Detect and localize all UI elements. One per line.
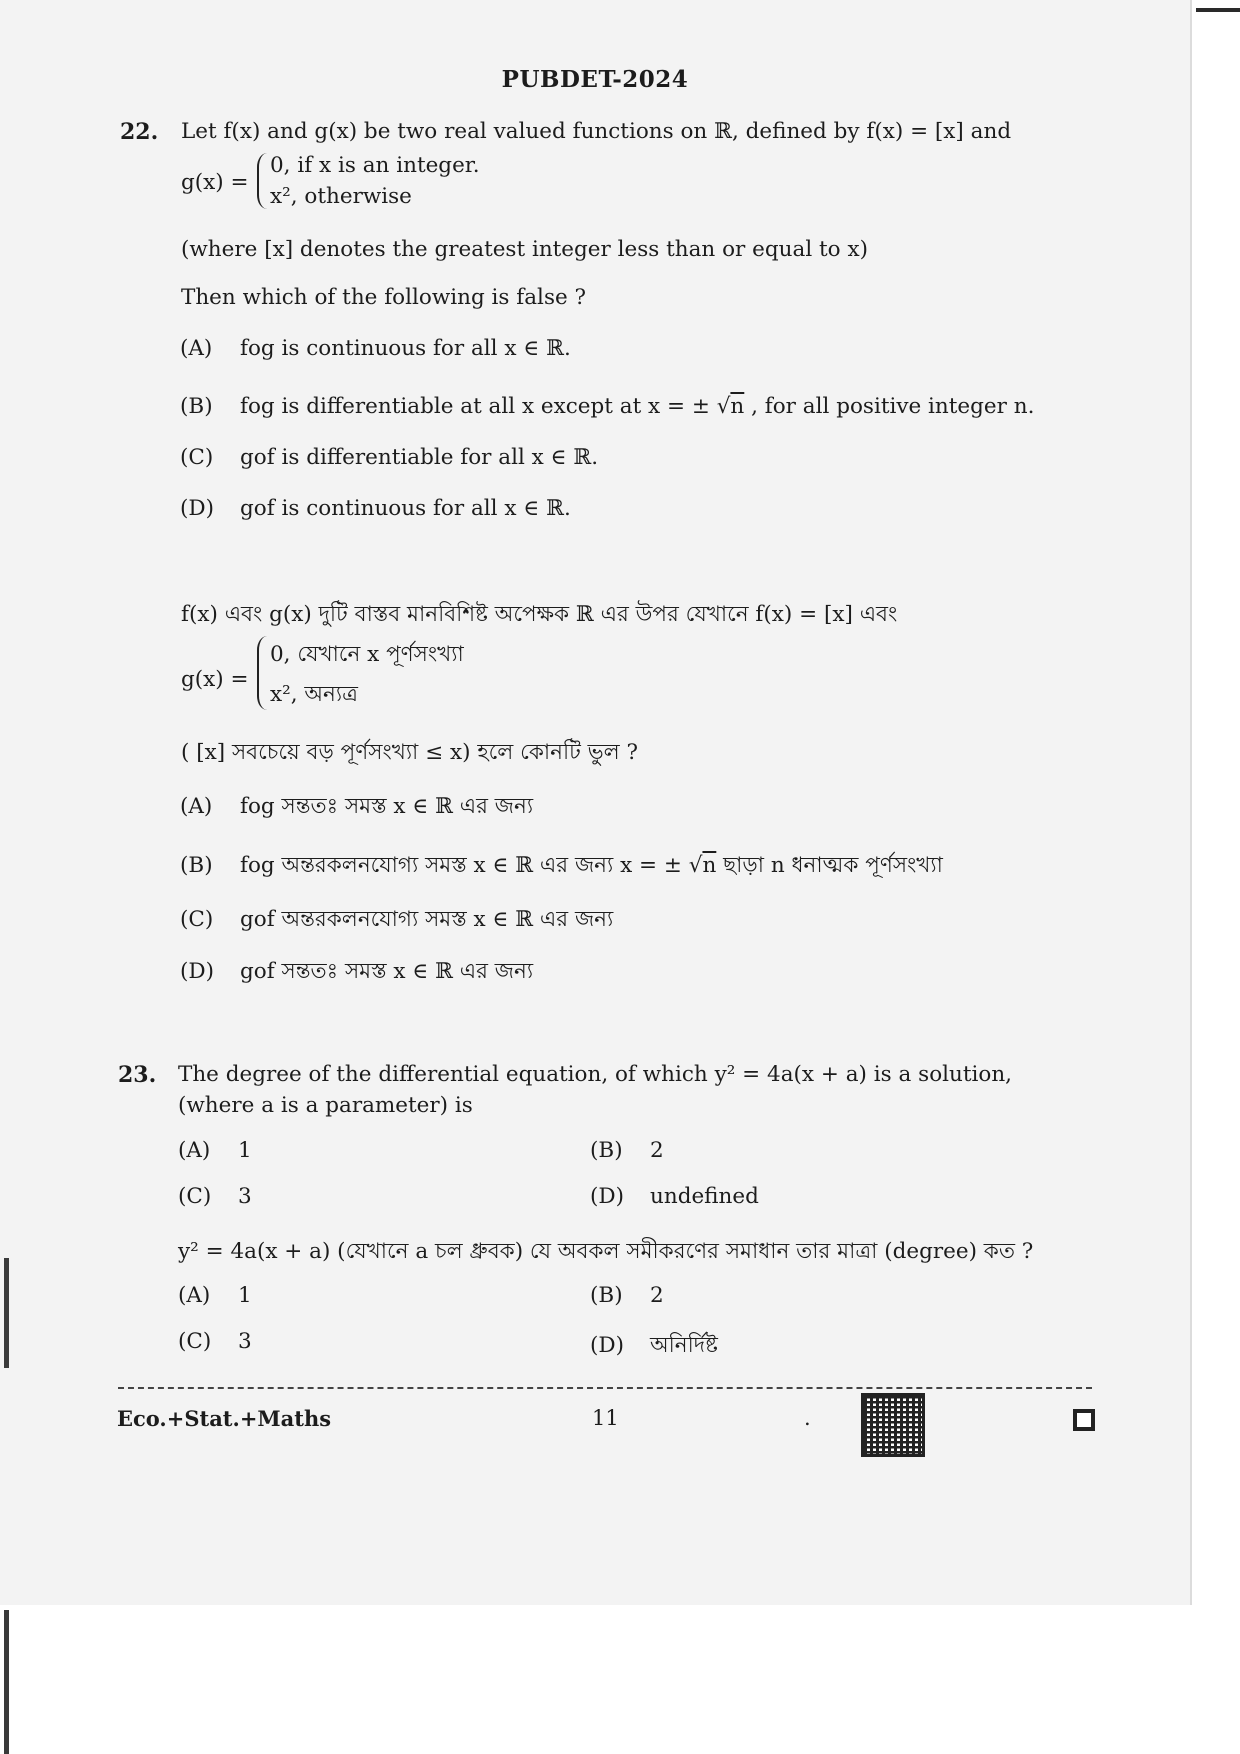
option-text: অনির্দিষ্ট <box>650 1333 718 1358</box>
scan-edge-line <box>4 1610 9 1754</box>
option-c-bn[interactable] <box>178 1329 252 1354</box>
option-label: (D) <box>590 1333 625 1358</box>
option-text: gof সন্ততঃ সমস্ত x ∈ ℝ এর জন্য <box>240 959 534 984</box>
option-text: 2 <box>650 1138 664 1163</box>
sqrt-symbol: √ <box>688 853 703 878</box>
option-a-bn[interactable] <box>180 790 533 826</box>
option-text: 1 <box>238 1138 252 1163</box>
option-text: gof is continuous for all x ∈ ℝ. <box>240 496 571 521</box>
option-text: fog অন্তরকলনযোগ্য সমস্ত x ∈ ℝ এর জন্য x = ± <box>240 853 689 878</box>
footer-subject: Eco.+Stat.+Maths <box>117 1406 332 1431</box>
option-text: 3 <box>238 1184 252 1209</box>
option-a[interactable] <box>180 336 571 361</box>
option-text: gof is differentiable for all x ∈ ℝ. <box>240 445 599 470</box>
piecewise-brace <box>257 636 269 710</box>
option-text: 3 <box>238 1329 252 1354</box>
question-note: (where [x] denotes the greatest integer less than or equal to x) <box>181 237 868 262</box>
question-stem: Let f(x) and g(x) be two real valued functions on ℝ, defined by f(x) = [x] and <box>181 119 1012 144</box>
option-label: (A) <box>178 1138 211 1163</box>
option-label: (A) <box>180 336 213 361</box>
g-lhs: g(x) = <box>181 170 249 195</box>
scan-margin <box>1190 0 1240 1605</box>
square-icon <box>1073 1409 1095 1431</box>
option-d-bn[interactable] <box>590 1329 718 1365</box>
option-label: (C) <box>180 907 214 932</box>
g-lhs-bn: g(x) = <box>181 667 249 692</box>
g-case-2-bn: x², অন্যত্র <box>270 682 358 707</box>
option-label: (C) <box>180 445 214 470</box>
question-prompt-bn: ( [x] সবচেয়ে বড় পূর্ণসংখ্যা ≤ x) হলে কোনটি ভুল ? <box>181 740 639 765</box>
question-stem: The degree of the differential equation, of which y² = 4a(x + a) is a solution, <box>178 1062 1012 1087</box>
question-number: 23. <box>118 1062 157 1088</box>
question-stem-bn: f(x) এবং g(x) দুটি বাস্তব মানবিশিষ্ট অপেক্ষক ℝ এর উপর যেখানে f(x) = [x] এবং <box>181 602 898 627</box>
option-label: (D) <box>180 496 215 521</box>
option-label: (B) <box>180 394 213 419</box>
option-text: 2 <box>650 1283 664 1308</box>
option-text: , for all positive integer n. <box>744 394 1035 419</box>
option-text: ছাড়া n ধনাত্মক পূর্ণসংখ্যা <box>716 853 943 878</box>
option-b-bn[interactable] <box>590 1283 664 1308</box>
option-text: fog সন্ততঃ সমস্ত x ∈ ℝ এর জন্য <box>240 794 534 819</box>
option-label: (B) <box>590 1138 623 1163</box>
option-c[interactable] <box>180 445 598 470</box>
option-text: fog is continuous for all x ∈ ℝ. <box>240 336 571 361</box>
option-d[interactable] <box>590 1184 759 1209</box>
option-text: gof অন্তরকলনযোগ্য সমস্ত x ∈ ℝ এর জন্য <box>240 907 614 932</box>
question-number: 22. <box>120 119 159 145</box>
g-case-1: 0, if x is an integer. <box>270 153 480 178</box>
g-case-2: x², otherwise <box>270 184 412 209</box>
option-text: fog is differentiable at all x except at x = ± <box>240 394 717 419</box>
question-prompt: Then which of the following is false ? <box>181 285 587 310</box>
option-label: (D) <box>180 959 215 984</box>
footer-page-number: 11 <box>592 1406 619 1430</box>
option-d-bn[interactable] <box>180 955 533 991</box>
option-a-bn[interactable] <box>178 1283 252 1308</box>
sqrt-symbol: √ <box>716 394 731 419</box>
option-label: (C) <box>178 1329 212 1354</box>
g-case-1-bn: 0, যেখানে x পূর্ণসংখ্যা <box>270 642 464 667</box>
scan-edge-line <box>4 1258 9 1368</box>
footer-dot: . <box>804 1406 811 1430</box>
option-label: (A) <box>178 1283 211 1308</box>
page-header: PUBDET-2024 <box>501 66 689 93</box>
option-c[interactable] <box>178 1184 252 1209</box>
option-a[interactable] <box>178 1138 252 1163</box>
footer-divider <box>118 1387 1092 1389</box>
option-label: (B) <box>590 1283 623 1308</box>
option-label: (D) <box>590 1184 625 1209</box>
option-text: 1 <box>238 1283 252 1308</box>
scan-edge-mark <box>1196 8 1240 12</box>
qr-code-icon <box>861 1393 925 1457</box>
radicand: n <box>702 853 717 878</box>
option-b[interactable] <box>590 1138 664 1163</box>
question-stem-bn: y² = 4a(x + a) (যেখানে a চল ধ্রুবক) যে অবকল সমীকরণের সমাধান তার মাত্রা (degree) কত ? <box>178 1239 1034 1264</box>
option-label: (A) <box>180 794 213 819</box>
radicand: n <box>730 394 745 419</box>
option-c-bn[interactable] <box>180 903 613 939</box>
question-stem-cont: (where a is a parameter) is <box>178 1093 473 1118</box>
option-b[interactable] <box>180 394 1034 419</box>
option-d[interactable] <box>180 496 571 521</box>
option-label: (C) <box>178 1184 212 1209</box>
option-text: undefined <box>650 1184 759 1209</box>
option-b-bn[interactable] <box>180 849 943 885</box>
piecewise-brace <box>257 153 269 209</box>
option-label: (B) <box>180 853 213 878</box>
